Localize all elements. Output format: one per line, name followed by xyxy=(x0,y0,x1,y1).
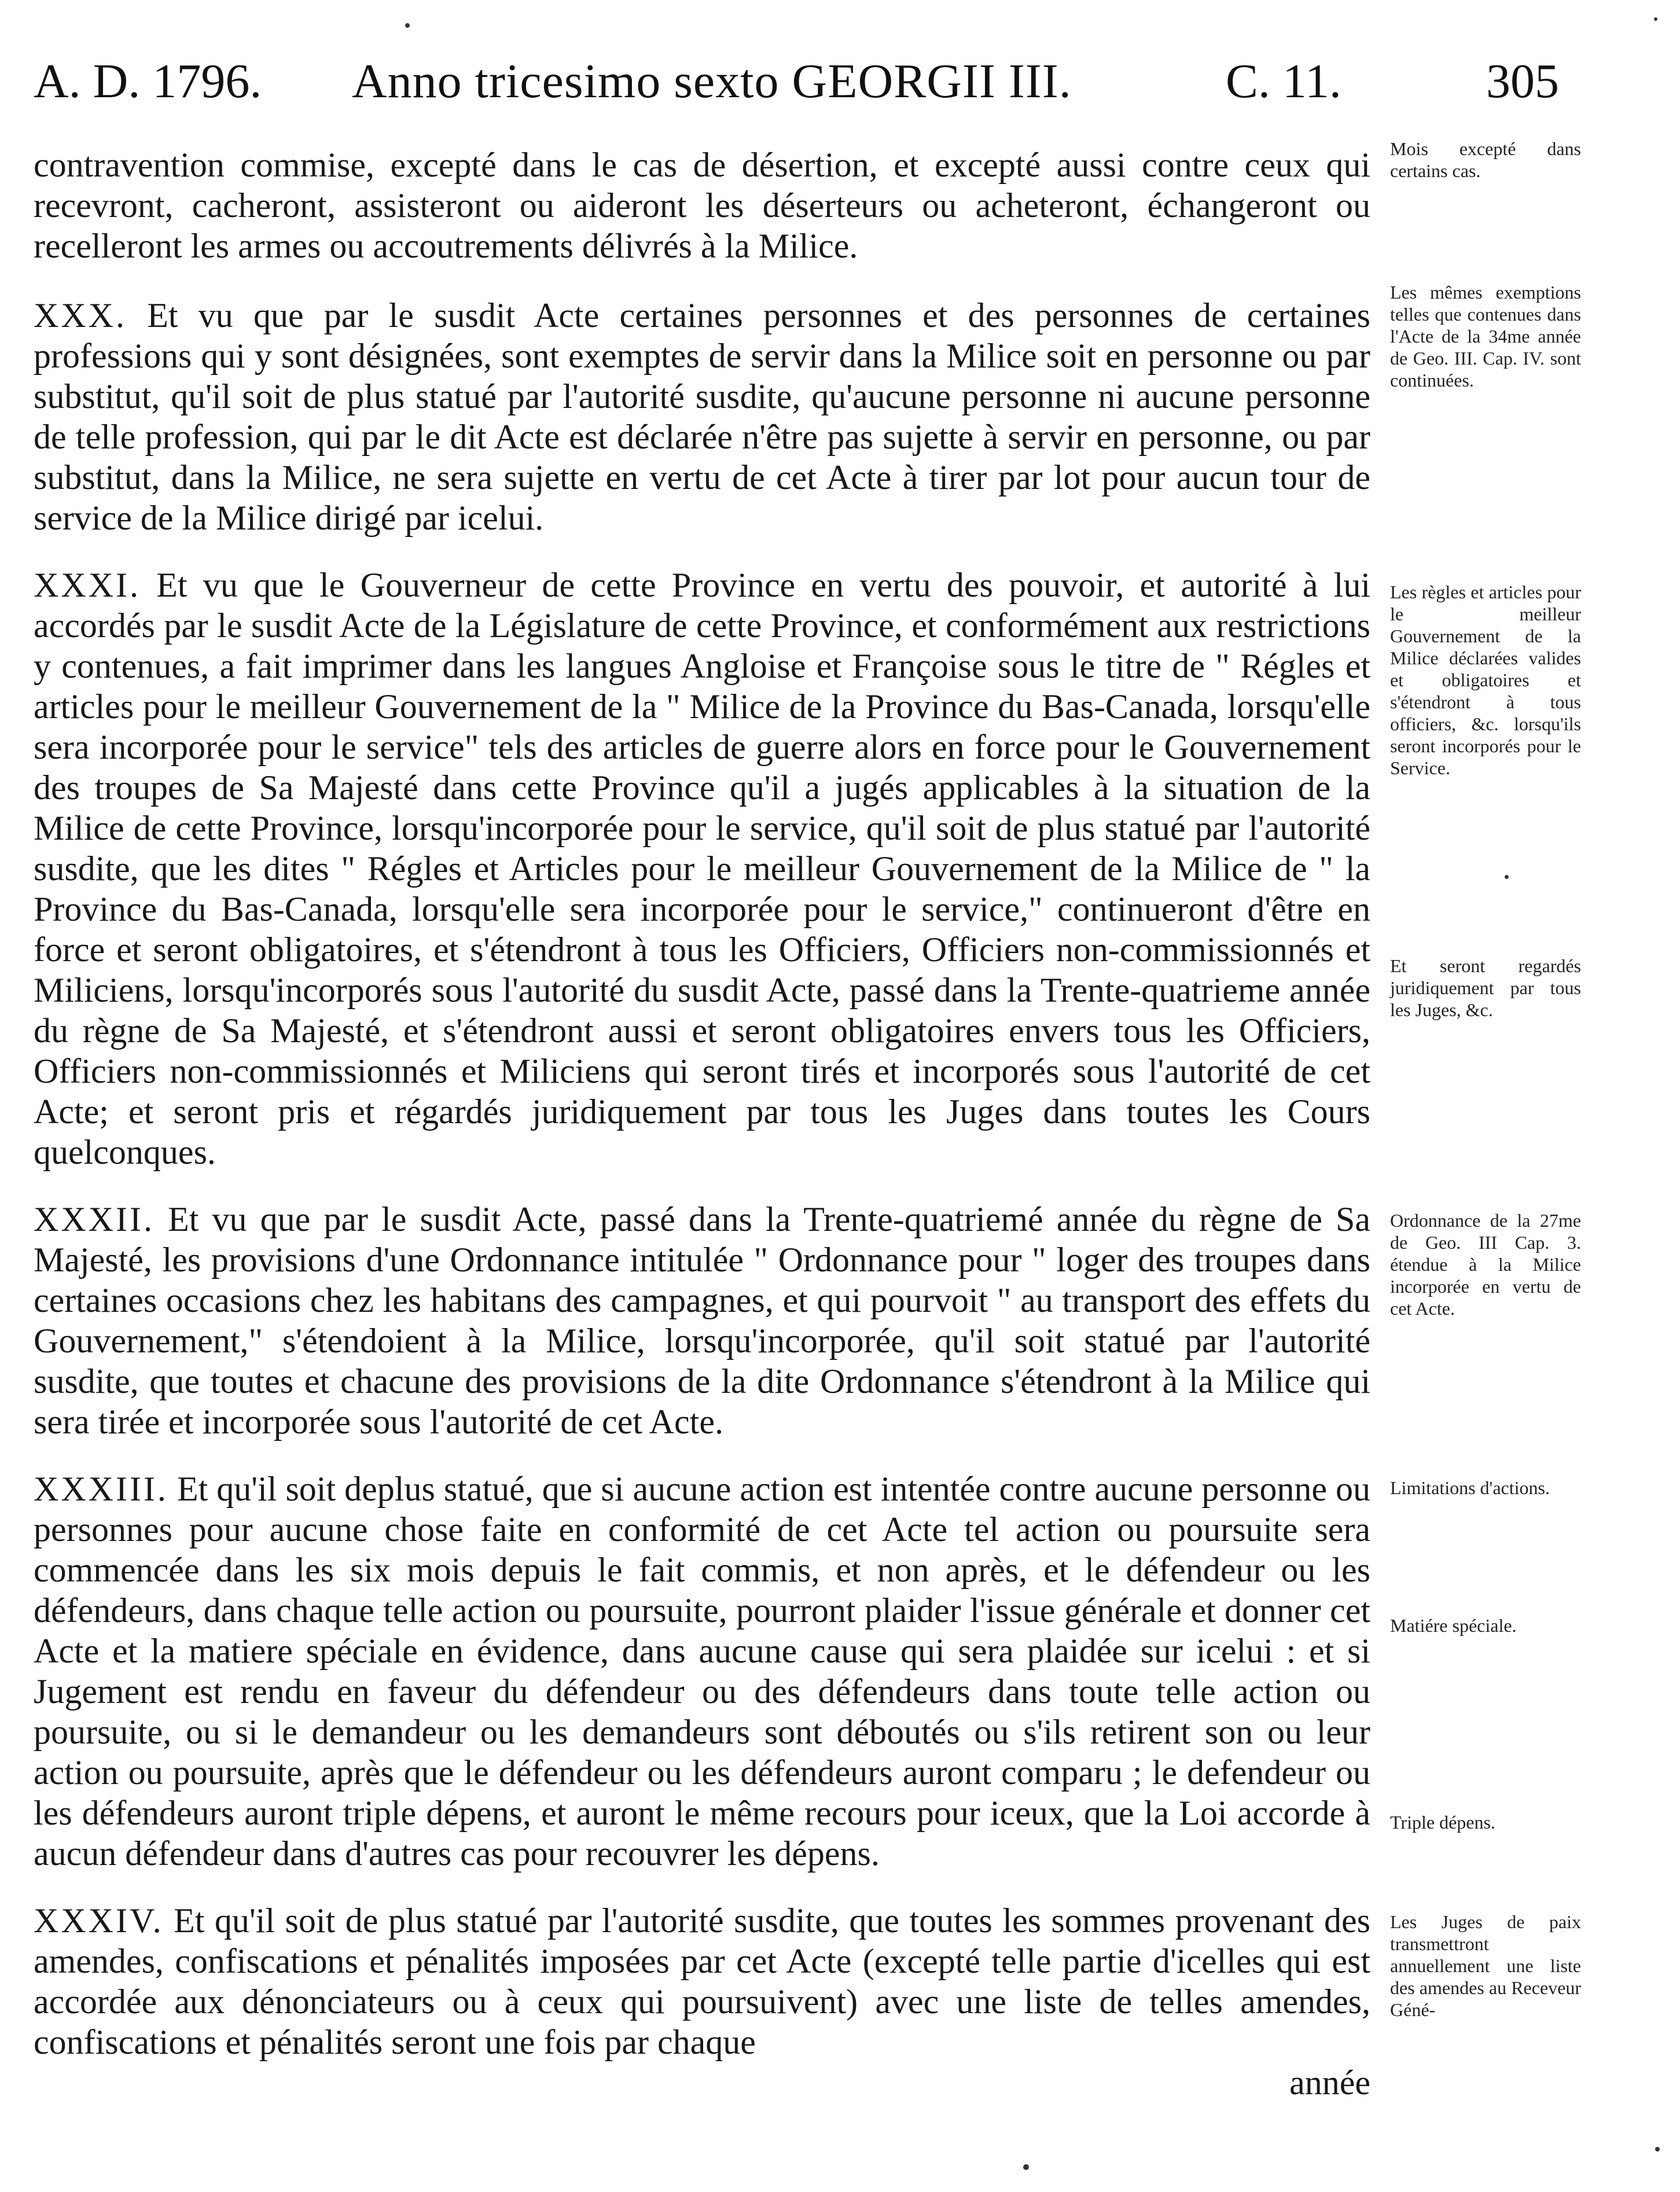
running-header xyxy=(34,53,1573,123)
section-xxxi xyxy=(34,565,1370,1172)
ink-speck xyxy=(1505,875,1509,879)
section-xxxiii xyxy=(34,1469,1370,1874)
main-text-column xyxy=(34,145,1370,2103)
section-xxx xyxy=(34,295,1370,538)
section-number: XXXII. xyxy=(34,1200,155,1238)
section-number: XXX. xyxy=(34,296,127,334)
marginal-note: Et seront regardés juridiquement par tous les Juges, &c. xyxy=(1390,955,1581,1020)
ink-speck xyxy=(1655,2147,1660,2151)
ink-speck xyxy=(405,23,410,28)
marginal-note: Mois excepté dans certains cas. xyxy=(1390,138,1581,181)
marginal-note: Limitations d'actions. xyxy=(1390,1477,1550,1498)
header-chapter: C. 11. xyxy=(1226,54,1341,108)
marginal-note: Les mêmes exemptions telles que contenues dans l'Acte de la 34me année de Geo. III. Cap. IV. sont continuées. xyxy=(1390,282,1581,391)
marginal-note: Les règles et articles pour le meilleur Gouvernement de la Milice déclarées valides et obligatoires et s'étendront à tous officiers, &c. lorsqu'ils seront incorporés pour le Service. xyxy=(1390,582,1581,778)
marginal-note: Les Juges de paix transmettront annuellement une liste des amendes au Receveur Géné- xyxy=(1390,1911,1581,2020)
section-continuation xyxy=(34,145,1370,266)
section-xxxiv xyxy=(34,1900,1370,2062)
marginal-note: Matiére spéciale. xyxy=(1390,1615,1517,1636)
section-xxxii xyxy=(34,1199,1370,1442)
section-text: contravention commise, excepté dans le cas de désertion, et excepté aussi contre ceux qui recevront, cacheront, assisteront ou aideront les déserteurs ou acheteront, échangeront ou recelleront les armes ou accoutrements délivrés à la Milice. xyxy=(34,146,1370,265)
header-year: A. D. 1796. xyxy=(34,54,262,108)
section-number: XXXIII. xyxy=(34,1470,168,1508)
section-text: Et vu que le Gouverneur de cette Province en vertu des pouvoir, et autorité à lui accordés par le susdit Acte de la Législature de cette Province, et conformément aux restrictions y contenues, a fait imprimer dans les langues Angloise et Françoise sous le titre de " Régles et articles pour le meilleur Gouvernement de la " Milice de la Province du Bas-Canada, lorsqu'elle sera incorporée pour le service" tels des articles de guerre alors en force pour le Gouvernement des troupes de Sa Majesté dans cette Province qu'il a jugés applicables à la situation de la Milice de cette Province, lorsqu'incorporée pour le service, qu'il soit de plus statué par l'autorité susdite, que les dites " Régles et Articles pour le meilleur Gouvernement de la Milice de " la Province du Bas-Canada, lorsqu'elle sera incorporée pour le service," continueront d'être en force et seront obligatoires, et s'étendront à tous les Officiers, Officiers non-commissionnés et Miliciens, lorsqu'incorporés sous l'autorité du susdit Acte, passé dans la Trente-quatrieme année du règne de Sa Majesté, et s'étendront aussi et seront obligatoires envers tous les Officiers, Officiers non-commissionnés et Miliciens qui seront tirés et incorporés sous l'autorité de cet Acte; et seront pris et régardés juridiquement par tous les Juges dans toutes les Cours quelconques. xyxy=(34,566,1370,1171)
marginal-note: Ordonnance de la 27me de Geo. III Cap. 3. étendue à la Milice incorporée en vertu de cet Acte. xyxy=(1390,1210,1581,1319)
section-text: Et qu'il soit deplus statué, que si aucune action est intentée contre aucune personne ou personnes pour aucune chose faite en conformité de cet Acte tel action ou poursuite sera commencée dans les six mois depuis le fait commis, et non après, et le défendeur ou les défendeurs, dans chaque telle action ou poursuite, pourront plaider l'issue générale et donner cet Acte et la matiere spéciale en évidence, dans aucune cause qui sera plaidée sur icelui : et si Jugement est rendu en faveur du défendeur ou des défendeurs dans toute telle action ou poursuite, ou si le demandeur ou les demandeurs sont déboutés ou s'ils retirent son ou leur action ou poursuite, après que le défendeur ou les défendeurs auront comparu ; le defendeur ou les défendeurs auront triple dépens, et auront le même recours pour iceux, que la Loi accorde à aucun défendeur dans d'autres cas pour recouvrer les dépens. xyxy=(34,1470,1370,1873)
marginal-note: Triple dépens. xyxy=(1390,1812,1495,1833)
section-number: XXXIV. xyxy=(34,1902,164,1940)
ink-speck xyxy=(1023,2164,1029,2170)
header-title: Anno tricesimo sexto GEORGII III. xyxy=(352,54,1072,108)
section-number: XXXI. xyxy=(34,566,141,604)
page-number: 305 xyxy=(1486,54,1559,108)
ink-speck xyxy=(1654,17,1657,21)
catchword-line xyxy=(34,2062,1370,2103)
section-text: Et vu que par le susdit Acte certaines personnes et des personnes de certaines professions qui y sont désignées, sont exemptes de servir dans la Milice soit en personne ou par substitut, qu'il soit de plus statué par l'autorité susdite, qu'aucune personne ni aucune personne de telle profession, qui par le dit Acte est déclarée n'être pas sujette à servir en personne, ou par substitut, dans la Milice, ne sera sujette en vertu de cet Acte à tirer par lot pour aucun tour de service de la Milice dirigé par icelui. xyxy=(34,296,1370,537)
section-text: Et qu'il soit de plus statué par l'autorité susdite, que toutes les sommes provenant des amendes, confiscations et pénalités imposées par cet Acte (excepté telle partie d'icelles qui est accordée aux dénonciateurs ou à ceux qui poursuivent) avec une liste de telles amendes, confiscations et pénalités seront une fois par chaque xyxy=(34,1902,1370,2061)
catchword: année xyxy=(1289,2064,1370,2102)
section-text: Et vu que par le susdit Acte, passé dans la Trente-quatriemé année du règne de Sa Majesté, les provisions d'une Ordonnance intitulée " Ordonnance pour " loger des troupes dans certaines occasions chez les habitans des campagnes, et qui pourvoit " au transport des effets du Gouvernement," s'étendoient à la Milice, lorsqu'incorporée, qu'il soit statué par l'autorité susdite, que toutes et chacune des provisions de la dite Ordonnance s'étendront à la Milice qui sera tirée et incorporée sous l'autorité de cet Acte. xyxy=(34,1200,1371,1441)
